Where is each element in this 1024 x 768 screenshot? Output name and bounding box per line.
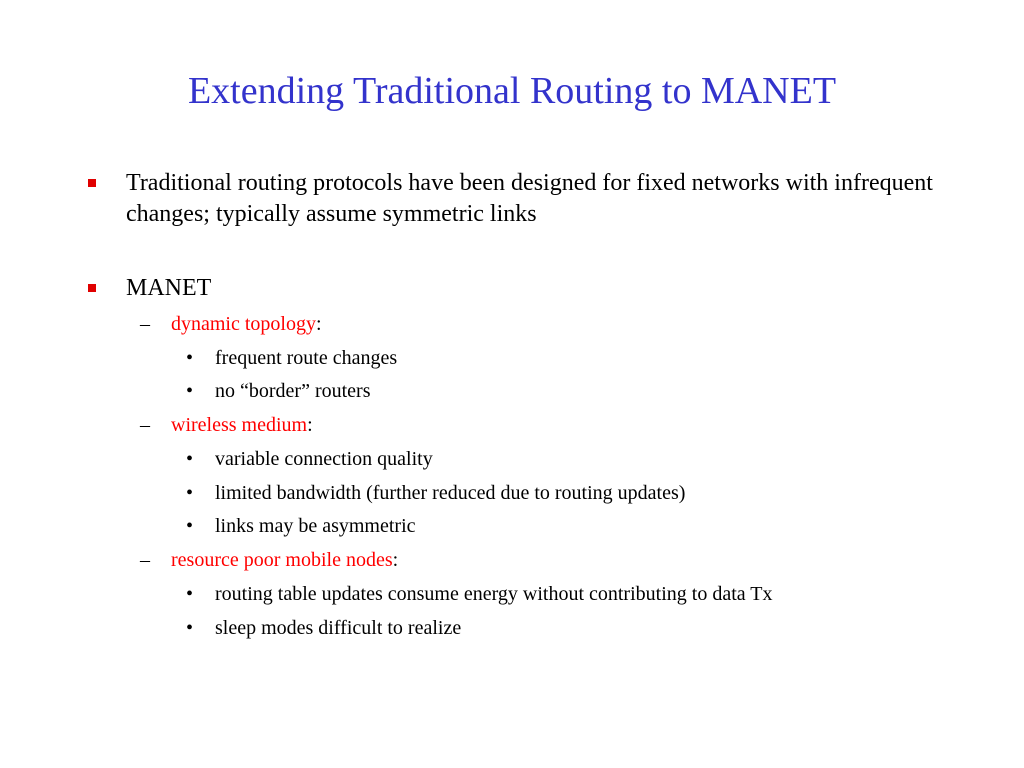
sub-bullet-suffix: : (307, 414, 313, 436)
dot-bullet-icon: • (186, 448, 194, 470)
square-bullet-icon (88, 284, 96, 292)
point-item (186, 378, 371, 404)
dot-bullet-icon: • (186, 482, 194, 504)
point-text: frequent route changes (215, 347, 398, 369)
dot-bullet-icon: • (186, 515, 194, 537)
point-item (186, 581, 772, 607)
sub-bullet-text (171, 311, 322, 337)
point-item (186, 615, 461, 641)
point-text: links may be asymmetric (215, 515, 416, 537)
sub-bullet-label: dynamic topology (171, 313, 316, 335)
point-text: sleep modes difficult to realize (215, 617, 462, 639)
dash-bullet-icon: – (140, 313, 150, 335)
sub-bullet-item (140, 412, 313, 438)
dot-bullet-icon: • (186, 583, 194, 605)
bullet-item (88, 273, 948, 304)
bullet-item (88, 168, 948, 230)
dot-bullet-icon: • (186, 617, 194, 639)
sub-bullet-label: resource poor mobile nodes (171, 549, 393, 571)
bullet-text: MANET (126, 275, 212, 301)
sub-bullet-item (140, 547, 398, 573)
sub-bullet-suffix: : (392, 549, 399, 571)
point-item (186, 446, 433, 472)
point-text: routing table updates consume energy without contributing to data Tx (215, 583, 773, 605)
point-item (186, 345, 397, 371)
point-item (186, 480, 685, 506)
sub-bullet-item (140, 311, 322, 337)
bullet-text: Traditional routing protocols have been designed for fixed networks with infrequent changes; typically assume symmetric links (126, 170, 933, 227)
dot-bullet-icon: • (186, 347, 194, 369)
point-text: no “border” routers (215, 380, 371, 402)
point-text: variable connection quality (215, 448, 433, 470)
square-bullet-icon (88, 179, 96, 187)
point-item (186, 513, 416, 539)
dash-bullet-icon: – (140, 549, 150, 571)
sub-bullet-suffix: : (315, 313, 322, 335)
point-text: limited bandwidth (further reduced due to routing updates) (215, 482, 686, 504)
dash-bullet-icon: – (140, 414, 150, 436)
sub-bullet-text (171, 547, 398, 573)
sub-bullet-label: wireless medium (171, 414, 308, 436)
sub-bullet-text (171, 412, 313, 438)
slide-title: Extending Traditional Routing to MANET (187, 70, 837, 112)
dot-bullet-icon: • (186, 380, 194, 402)
